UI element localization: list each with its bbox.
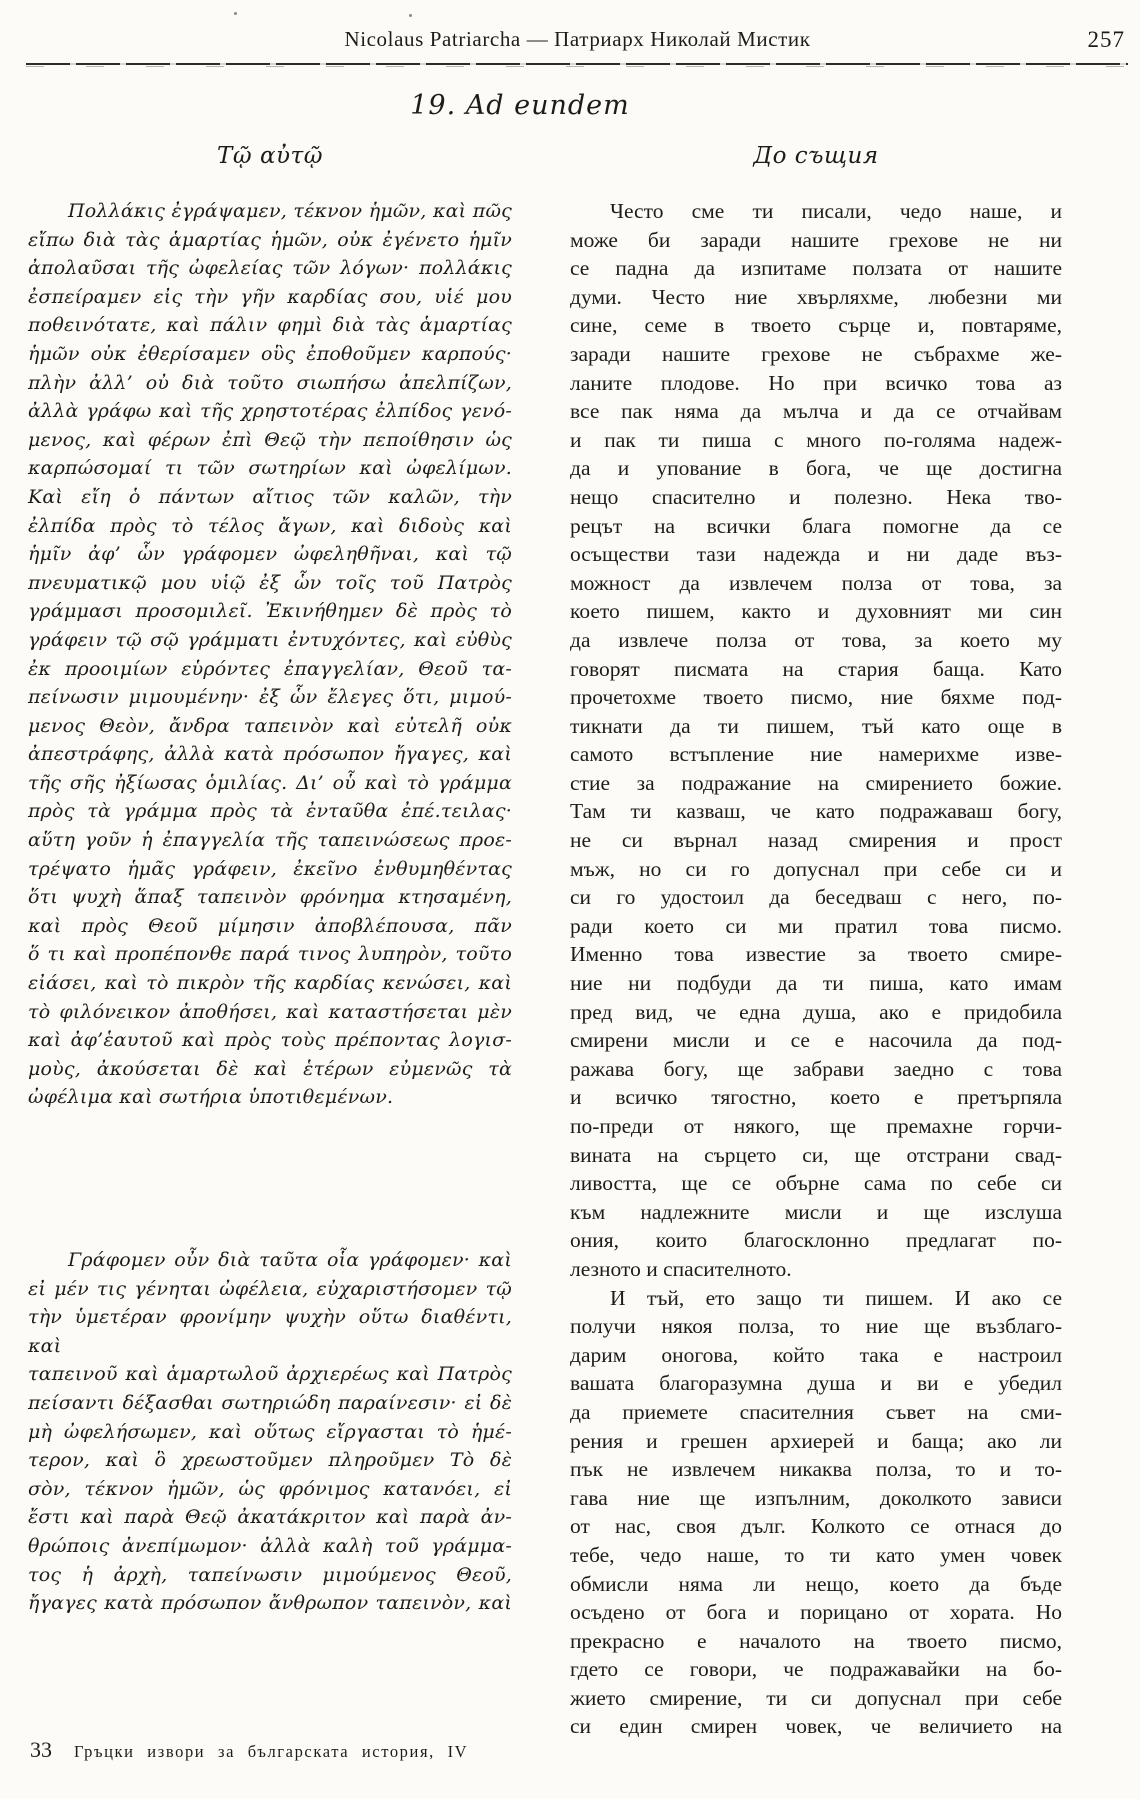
text-line: ланите плодове. Но при всичко това аз — [570, 370, 1062, 395]
text-columns — [28, 143, 1062, 1741]
page-footer — [30, 1737, 468, 1763]
text-line: си го удостоил да беседваш с него, по- — [570, 885, 1062, 910]
text-line: πείνωσιν μιμουμένην· ἐξ ὧν ἔλεγες ὅτι, μιμού- — [28, 686, 512, 709]
text-line: Γράφομεν οὖν διὰ ταῦτα οἷα γράφομεν· καὶ — [68, 1249, 512, 1271]
text-line: τος ἡ ἀρχὴ, ταπείνωσιν μιμούμενος Θεοῦ, — [28, 1563, 512, 1586]
text-line: εἰ μέν τις γένηται ὠφέλεια, εὐχαριστήσομεν τῷ — [28, 1277, 512, 1300]
text-line: Там ти казваш, че като подражаваш богу, — [570, 799, 1062, 824]
text-line: може би заради нашите грехове не ни — [570, 227, 1062, 252]
text-line: Често сме ти писали, чедо наше, и — [610, 199, 1062, 223]
text-line: вината на сърцето си, ще отстрани свад- — [570, 1142, 1062, 1167]
text-line: ὅ τι καὶ προπέπονθε παρά τινος λυπηρὸν, τοῦτο — [28, 943, 512, 966]
paragraph — [570, 1284, 1062, 1742]
text-line: обмисли няма ли нещо, което да бъде — [570, 1571, 1062, 1596]
text-line: към надлежните мисли и ще изслуша — [570, 1199, 1062, 1224]
text-line: ние ни подбуди да ти пиша, като имам — [570, 971, 1062, 996]
text-line: μενος Θεὸν, ἄνδρα ταπεινὸν καὶ εὐτελῆ οὐκ — [28, 714, 512, 737]
text-line: вашата благоразумна душа и ви е убедил — [570, 1371, 1062, 1396]
text-line: думи. Често ние хвърляхме, любезни ми — [570, 284, 1062, 309]
text-line: ἔστι καὶ παρὰ Θεῷ ἀκατάκριτον καὶ παρὰ ἀν- — [28, 1506, 512, 1529]
greek-text-body — [28, 197, 512, 1618]
text-line: което пишем, както и духовният ми син — [570, 599, 1062, 624]
text-line: не си върнал назад смирения и прост — [570, 828, 1062, 853]
bulgarian-column-heading: До същия — [753, 143, 879, 169]
text-line: ὠφέλιμα καὶ σωτήρια ὑποτιθεμένων. — [28, 1086, 394, 1109]
text-line: можност да извлечем полза от това, за — [570, 570, 1062, 595]
text-line: μενος, καὶ φέρων ἐπὶ Θεῷ τὴν πεποίθησιν ὡς — [28, 428, 512, 451]
text-line: Πολλάκις ἐγράψαμεν, τέκνον ἡμῶν, καὶ πῶς — [68, 200, 512, 222]
text-line: И тъй, ето защо ти пишем. И ако се — [610, 1285, 1062, 1310]
text-line: пред вид, че една душа, ако е придобила — [570, 999, 1062, 1024]
text-line: πλὴν ἀλλ’ οὐ διὰ τοῦτο σιωπήσω ἀπελπίζων, — [28, 371, 512, 394]
text-line: Καὶ εἴη ὁ πάντων αἴτιος τῶν καλῶν, τὴν — [28, 485, 512, 508]
paragraph — [570, 197, 1062, 1284]
text-line: ἀπεστράφης, ἀλλὰ κατὰ πρόσωπον ἤγαγες, καὶ — [28, 743, 512, 766]
paragraph — [28, 1246, 512, 1618]
text-line: дарим оногова, който така е настроил — [570, 1342, 1062, 1367]
text-line: нещо спасително и полезно. Нека тво- — [570, 484, 1062, 509]
text-line: лезното и спасителното. — [570, 1256, 792, 1281]
text-line: ἀλλὰ γράφω καὶ τῆς χρηστοτέρας ἐλπίδος γενό- — [28, 400, 512, 423]
text-line: Именно това известие за твоето смире- — [570, 942, 1062, 967]
text-line: сине, семе в твоето сърце и, повтаряме, — [570, 313, 1062, 338]
text-line: ἐσπείραμεν εἰς τὴν γῆν καρδίας σου, υἱέ μου — [28, 285, 512, 308]
text-line: прекрасно е началото на твоето писмо, — [570, 1628, 1062, 1653]
text-line: стие за подражание на смирението божие. — [570, 770, 1062, 795]
text-line: рения и грешен архиерей и баща; ако ли — [570, 1428, 1062, 1453]
text-line: говорят писмата на стария баща. Като — [570, 656, 1062, 681]
running-title: Nicolaus Patriarcha — Патриарх Николай Мистик — [344, 27, 811, 51]
text-line: смирени мисли и се е насочила да под- — [570, 1028, 1062, 1053]
text-line: ради което си ми пратил това писмо. — [570, 913, 1062, 938]
text-line: τρέψατο ἡμᾶς γράφειν, ἐκεῖνο ἐνθυμηθέντας — [28, 857, 512, 880]
text-line: ἐκ προοιμίων εὑρόντες ἐπαγγελίαν, Θεοῦ τα- — [28, 657, 512, 680]
text-line: ταπεινοῦ καὶ ἁμαρτωλοῦ ἀρχιερέως καὶ Πατρὸς — [28, 1363, 512, 1386]
text-line: τὴν ὑμετέραν φρονίμην ψυχὴν οὕτω διαθέντι, καὶ — [28, 1306, 512, 1357]
text-line: πρὸς τὰ γράμμα πρὸς τὰ ἐνταῦθα ἐπέ.τειλας· — [28, 800, 512, 823]
scan-speck — [409, 14, 412, 17]
text-line: γράμμασι προσομιλεῖ. Ἐκινήθημεν δὲ πρὸς τὸ — [28, 600, 512, 623]
text-line: αὕτη γοῦν ἡ ἐπαγγελία τῆς ταπεινώσεως προε- — [28, 829, 512, 852]
series-title: Гръцки извори за българската история, IV — [74, 1742, 469, 1761]
text-line: си един смирен човек, че величието на — [570, 1714, 1062, 1739]
page-header — [30, 27, 1125, 57]
section-title: 19. Ad eundem — [410, 90, 630, 121]
text-line: по-преди от някого, ще премахне горчи- — [570, 1114, 1062, 1138]
text-line: τὸ φιλόνεικον ἀποθήσει, καὶ καταστήσεται μὲν — [28, 1000, 512, 1023]
text-line: ония, които благосклонно предлагат по- — [570, 1228, 1062, 1253]
greek-column — [28, 143, 512, 1741]
header-rule — [26, 63, 1128, 65]
text-line: γράφειν τῷ σῷ γράμματι ἐντυχόντες, καὶ εὐθὺς — [28, 628, 512, 651]
text-line: σὸν, τέκνον ἡμῶν, ὡς φρόνιμος κατανόει, εἰ — [28, 1477, 512, 1500]
greek-column-heading: Τῷ αὐτῷ — [217, 143, 323, 169]
text-line: пък не извлечем никаква полза, то и то- — [570, 1457, 1062, 1482]
page-number: 257 — [1087, 27, 1125, 52]
text-line: πείσαντι δέξασθαι σωτηριώδη παραίνεσιν· εἰ δὲ — [28, 1391, 512, 1414]
text-line: καὶ πρὸς Θεοῦ μίμησιν ἀποβλέπουσα, πᾶν — [28, 914, 512, 937]
text-line: все пак няма да мълча и да се отчайвам — [570, 399, 1062, 424]
text-line: да приемете спасителния съвет на сми- — [570, 1399, 1062, 1424]
scan-speck — [234, 12, 237, 15]
text-line: καρπώσομαί τι τῶν σωτηρίων καὶ ὠφελίμων. — [28, 457, 512, 480]
text-line: ражава богу, ще забрави заедно с това — [570, 1056, 1062, 1081]
text-line: и пак ти пиша с много по-голяма надеж- — [570, 427, 1062, 452]
text-line: ἀπολαῦσαι τῆς ὠφελείας τῶν λόγων· πολλάκις — [28, 257, 512, 280]
text-line: и всичко тягостно, което е претърпяла — [570, 1085, 1062, 1110]
text-line: εἴπω διὰ τὰς ἁμαρτίας ἡμῶν, οὐκ ἐγένετο ἡμῖν — [28, 228, 512, 251]
text-line: καὶ ἀφ’ἑαυτοῦ καὶ πρὸς τοὺς πρέποντας λογισ- — [28, 1029, 512, 1052]
text-line: μοὺς, ἀκούσεται δὲ καὶ ἑτέρων εὐμενῶς τὰ — [28, 1057, 512, 1080]
text-line: от нас, своя дълг. Колкото се отнася до — [570, 1514, 1062, 1539]
text-line: да и упование в бога, че ще достигна — [570, 456, 1062, 481]
text-line: τῆς σῆς ἠξίωσας ὁμιλίας. Δι’ οὗ καὶ τὸ γράμμα — [28, 771, 512, 794]
text-line: тикнати да ти пишем, тъй като още в — [570, 713, 1062, 738]
text-line: се падна да изпитаме ползата от нашите — [570, 256, 1062, 281]
text-line: ποθεινότατε, καὶ πάλιν φημὶ διὰ τὰς ἁμαρτίας — [28, 314, 512, 337]
text-line: ἡμῶν οὐκ ἐθερίσαμεν οὓς ἐποθοῦμεν καρπούς· — [28, 342, 512, 365]
text-line: ἡμῖν ἀφ’ ὧν γράφομεν ὠφεληθῆναι, καὶ τῷ — [28, 543, 512, 566]
text-line: получи някоя полза, то ние ще възблаго- — [570, 1314, 1062, 1339]
text-line: осъдено от бога и порицано от хората. Но — [570, 1600, 1062, 1625]
text-line: заради нашите грехове не събрахме же- — [570, 341, 1062, 366]
text-line: прочетохме твоето писмо, ние бяхме под- — [570, 685, 1062, 710]
text-line: εἰάσει, καὶ τὸ πικρὸν τῆς καρδίας κενώσει, καὶ — [28, 972, 512, 995]
text-line: осъществи тази надежда и ни даде въз- — [570, 542, 1062, 567]
text-line: ἐλπίδα πρὸς τὸ τέλος ἄγων, καὶ διδοὺς καὶ — [28, 514, 512, 537]
paragraph — [28, 197, 512, 1112]
text-line: θρώποις ἀνεπίμωμον· ἀλλὰ καλὴ τοῦ γράμμα- — [28, 1534, 512, 1557]
text-line: ὅτι ψυχὴ ἅπαξ ταπεινὸν φρόνημα κτησαμένη, — [28, 886, 512, 909]
bulgarian-column — [570, 143, 1062, 1741]
text-line: πνευματικῷ μου υἱῷ ἐξ ὧν τοῖς τοῦ Πατρὸς — [28, 571, 512, 594]
bulgarian-text-body — [570, 197, 1062, 1741]
text-line: мъж, но си го допуснал при себе си и — [570, 856, 1062, 881]
text-line: тебе, чедо наше, то ти като умен човек — [570, 1542, 1062, 1567]
text-line: ἤγαγες κατὰ πρόσωπον ἄνθρωπον ταπεινὸν, καὶ — [28, 1592, 512, 1615]
text-line: жието смирение, ти си допуснал при себе — [570, 1685, 1062, 1710]
text-line: ливостта, ще се обърне сама по себе си — [570, 1171, 1062, 1196]
text-line: μὴ ὠφελήσωμεν, καὶ οὕτως εἴργασται τὸ ἡμέ- — [28, 1420, 512, 1443]
text-line: самото встъпление ние намерихме изве- — [570, 742, 1062, 767]
text-line: да извлече полза от това, за което му — [570, 627, 1062, 652]
text-line: τερον, καὶ ὃ χρεωστοῦμεν πληροῦμεν Τὸ δὲ — [28, 1449, 512, 1472]
signature-number: 33 — [30, 1737, 52, 1762]
text-line: гдето се говори, че подражавайки на бо- — [570, 1657, 1062, 1682]
text-line: гава ние ще изпълним, доколкото зависи — [570, 1485, 1062, 1510]
text-line: рецът на всички блага помогне да се — [570, 513, 1062, 538]
